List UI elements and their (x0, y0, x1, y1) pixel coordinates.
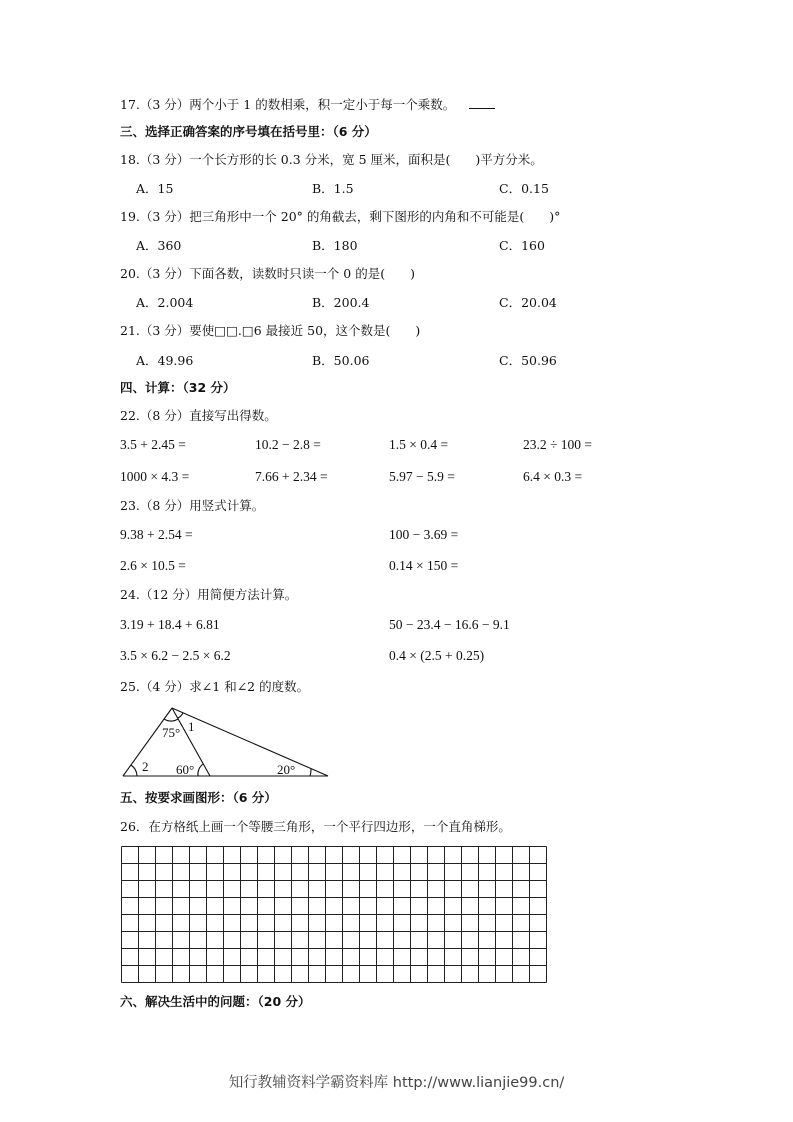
q22-expr-3: 1.5 × 0.4 = (389, 437, 449, 452)
question-20-text: 20.（3 分）下面各数，读数时只读一个 0 的是( ) (120, 266, 415, 281)
q22-expr-1: 3.5 + 2.45 = (120, 437, 186, 452)
q20-option-c[interactable]: C．20.04 (499, 295, 557, 310)
q24-expr-1: 3.19 + 18.4 + 6.81 (120, 617, 220, 632)
q23-expr-1: 9.38 + 2.54 = (120, 527, 193, 542)
q18-option-a[interactable]: A．15 (136, 181, 174, 196)
question-18-text: 18.（3 分）一个长方形的长 0.3 分米，宽 5 厘米，面积是( )平方分米。 (120, 152, 543, 167)
question-17 (120, 97, 495, 113)
q19-option-a[interactable]: A．360 (136, 238, 182, 253)
q19-option-b[interactable]: B．180 (312, 238, 358, 253)
angle-label-1: 1 (188, 719, 195, 734)
question-19-text: 19.（3 分）把三角形中一个 20° 的角截去，剩下图形的内角和不可能是( )° (120, 209, 561, 224)
question-23-text: 23.（8 分）用竖式计算。 (120, 498, 265, 513)
q22-expr-8: 6.4 × 0.3 = (523, 469, 583, 484)
q19-option-c[interactable]: C．160 (499, 238, 545, 253)
section-6-title: 六、解决生活中的问题：（20 分） (120, 994, 311, 1009)
section-3-title: 三、选择正确答案的序号填在括号里：（6 分） (120, 124, 377, 139)
q22-expr-2: 10.2 − 2.8 = (255, 437, 321, 452)
q20-option-a[interactable]: A．2.004 (136, 295, 194, 310)
question-25-text: 25.（4 分）求∠1 和∠2 的度数。 (120, 679, 310, 694)
q23-expr-4: 0.14 × 150 = (389, 558, 459, 573)
angle-label-2: 2 (142, 759, 149, 774)
q21-option-c[interactable]: C．50.96 (499, 353, 557, 368)
q23-expr-3: 2.6 × 10.5 = (120, 558, 186, 573)
q18-option-c[interactable]: C．0.15 (499, 181, 549, 196)
question-26-text: 26．在方格纸上画一个等腰三角形，一个平行四边形，一个直角梯形。 (120, 819, 511, 834)
q18-option-b[interactable]: B．1.5 (312, 181, 354, 196)
q22-expr-5: 1000 × 4.3 = (120, 469, 190, 484)
q21-option-b[interactable]: B．50.06 (312, 353, 370, 368)
angle-label-60: 60° (176, 762, 195, 777)
square-grid-paper[interactable] (121, 846, 549, 984)
answer-blank[interactable] (469, 98, 495, 109)
q22-expr-6: 7.66 + 2.34 = (255, 469, 328, 484)
q24-expr-3: 3.5 × 6.2 − 2.5 × 6.2 (120, 648, 231, 663)
footer-watermark: 知行教辅资料学霸资料库 http://www.lianjie99.cn/ (228, 1075, 565, 1091)
q21-option-a[interactable]: A．49.96 (136, 353, 194, 368)
q22-expr-4: 23.2 ÷ 100 = (523, 437, 593, 452)
angle-label-20: 20° (277, 762, 296, 777)
question-17-text: 17.（3 分）两个小于 1 的数相乘，积一定小于每一个乘数。 (120, 97, 456, 112)
q22-expr-7: 5.97 − 5.9 = (389, 469, 455, 484)
section-5-title: 五、按要求画图形：（6 分） (120, 790, 277, 805)
question-24-text: 24.（12 分）用简便方法计算。 (120, 587, 298, 602)
section-4-title: 四、计算：（32 分） (120, 380, 236, 395)
q23-expr-2: 100 − 3.69 = (389, 527, 459, 542)
question-22-text: 22.（8 分）直接写出得数。 (120, 408, 277, 423)
q24-expr-2: 50 − 23.4 − 16.6 − 9.1 (389, 617, 510, 632)
triangle-figure (120, 700, 335, 782)
q24-expr-4: 0.4 × (2.5 + 0.25) (389, 648, 485, 663)
q20-option-b[interactable]: B．200.4 (312, 295, 370, 310)
question-21-text: 21.（3 分）要使□□.□6 最接近 50，这个数是( ) (120, 323, 421, 338)
angle-label-75: 75° (162, 725, 181, 740)
